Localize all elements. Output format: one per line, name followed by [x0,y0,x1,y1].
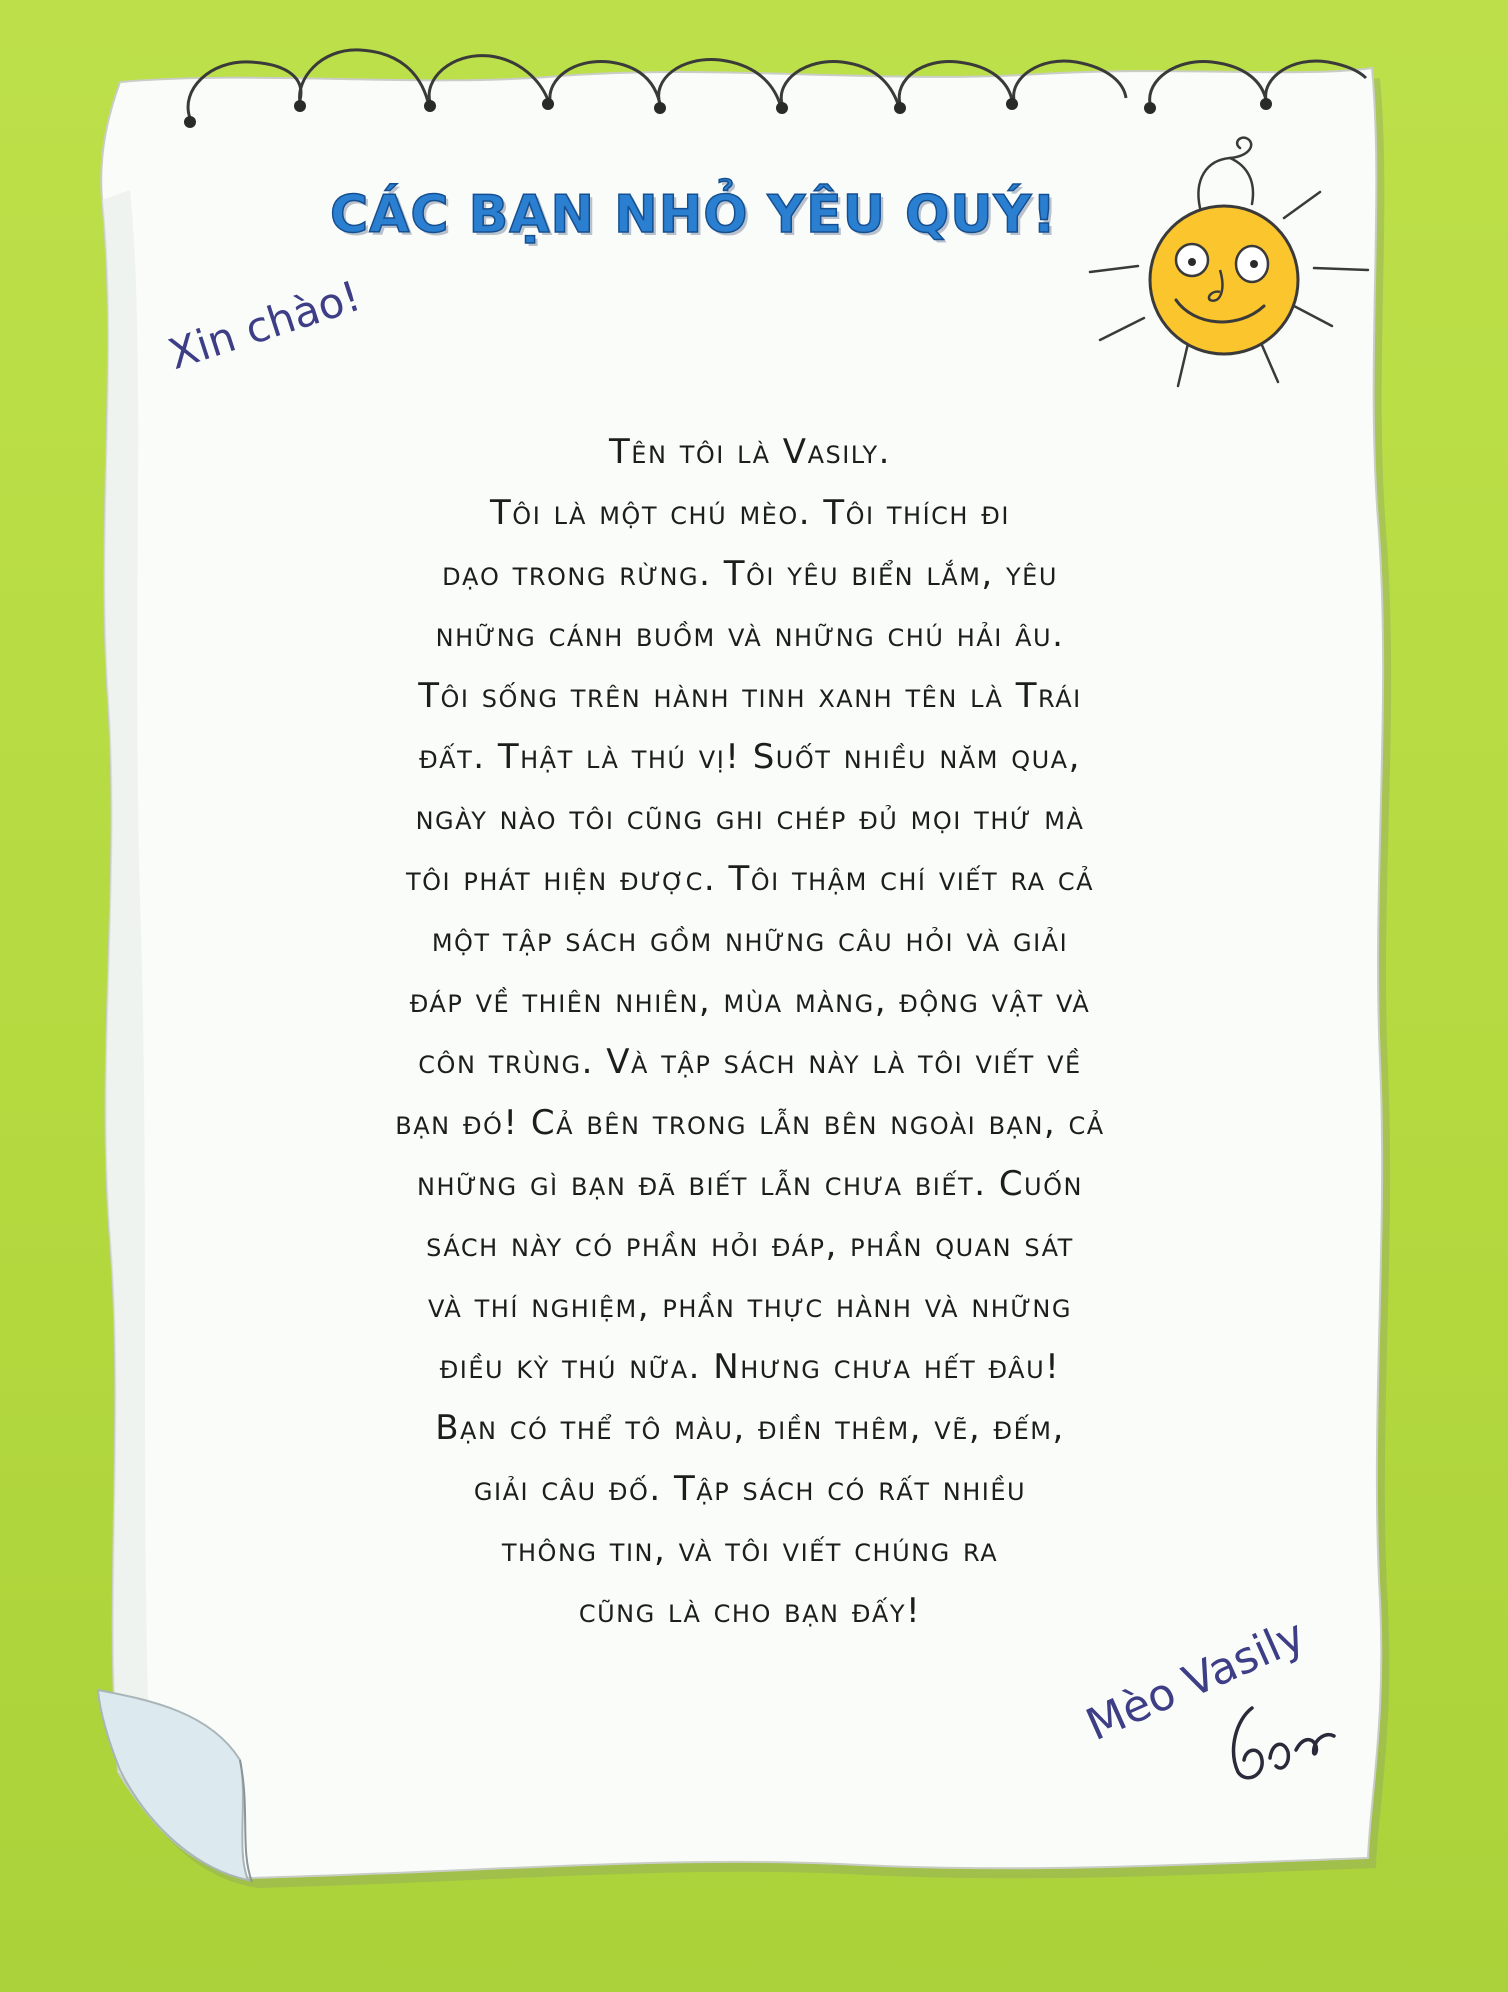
letter-line: Tôi là một chú mèo. Tôi thích đi [490,493,1010,533]
letter-line: dạo trong rừng. Tôi yêu biển lắm, yêu [442,554,1058,594]
signature-text: Mèo Vasily [1078,1609,1313,1752]
letter-line: đất. Thật là thú vị! Suốt nhiều năm qua, [419,737,1081,777]
letter-line: côn trùng. Và tập sách này là tôi viết về [418,1042,1082,1082]
letter-line: tôi phát hiện được. Tôi thậm chí viết ra cả [405,859,1095,899]
letter-line: Tôi sống trên hành tinh xanh tên là Trái [418,676,1082,716]
letter-line: thông tin, và tôi viết chúng ra [501,1530,999,1570]
letter-body [300,422,1200,1642]
letter-line: Tên tôi là Vasily. [609,432,891,472]
letter-line: ngày nào tôi cũng ghi chép đủ mọi thứ mà [415,798,1085,838]
letter-line: giải câu đố. Tập sách có rất nhiều [473,1469,1027,1509]
letter-line: cũng là cho bạn đấy! [578,1591,922,1631]
letter-line: những cánh buồm và những chú hải âu. [435,615,1065,655]
sun-drawing-icon [1070,130,1390,430]
letter-line: và thí nghiệm, phần thực hành và những [428,1286,1072,1326]
letter-line: đáp về thiên nhiên, mùa màng, động vật và [409,981,1091,1021]
greeting-handwritten: Xin chào! [162,271,367,380]
letter-line: Bạn có thể tô màu, điền thêm, vẽ, đếm, [435,1408,1065,1448]
signature-scribble-icon [1222,1680,1342,1790]
letter-line: một tập sách gồm những câu hỏi và giải [431,920,1069,960]
letter-line: điều kỳ thú nữa. Nhưng chưa hết đâu! [439,1347,1061,1387]
letter-line: sách này có phần hỏi đáp, phần quan sát [426,1225,1074,1265]
page-title: CÁC BẠN NHỎ YÊU QUÝ! [330,185,1057,245]
letter-line: những gì bạn đã biết lẫn chưa biết. Cuốn [417,1164,1083,1204]
letter-line: bạn đó! Cả bên trong lẫn bên ngoài bạn, cả [395,1103,1105,1143]
